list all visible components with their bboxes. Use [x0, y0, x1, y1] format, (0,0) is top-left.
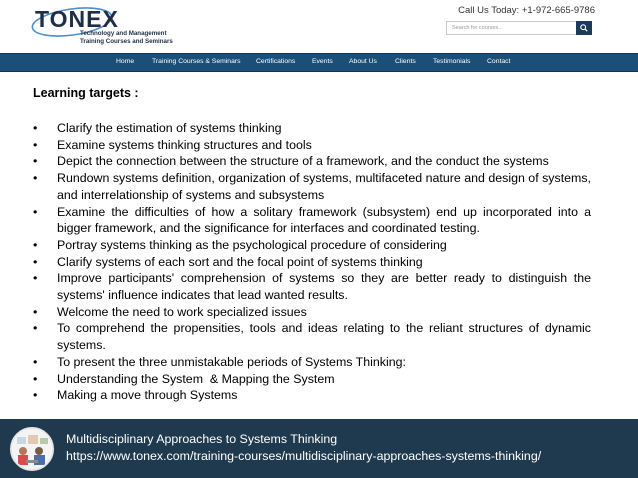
list-item: • Portray systems thinking as the psychological procedure of considering — [33, 237, 447, 252]
bullet-icon: • — [33, 354, 38, 369]
list-item: • Clarify systems of each sort and the focal point of systems thinking — [33, 254, 423, 269]
bullet-icon: • — [33, 237, 38, 252]
bullet-icon: • — [33, 371, 38, 386]
bullet-icon: • — [33, 121, 38, 135]
bullet-icon: • — [33, 137, 38, 152]
nav-item-home[interactable]: Home — [116, 58, 135, 65]
bullet-icon: • — [33, 271, 38, 286]
slide-footer — [0, 419, 638, 478]
bullet-icon: • — [33, 388, 38, 403]
bullet-icon: • — [33, 171, 38, 186]
logo-wordmark: TONEX — [35, 6, 119, 32]
list-item: • Examine systems thinking structures and tools — [33, 137, 312, 152]
tonex-logo[interactable] — [30, 4, 180, 48]
learning-targets-list — [33, 120, 591, 404]
nav-item-testimonials[interactable]: Testimonials — [433, 58, 471, 65]
course-thumbnail — [10, 427, 54, 471]
logo-tagline: Technology and Management Training Courses and Seminars — [80, 30, 173, 45]
search-button[interactable] — [576, 21, 592, 35]
list-item: • Improve participants' comprehension of systems so they are better ready to distinguish the systems' influence indicates that lead wanted results. — [33, 271, 591, 303]
main-content — [33, 86, 591, 403]
nav-item-about-us[interactable]: About Us — [349, 58, 377, 65]
main-nav — [0, 53, 638, 72]
nav-item-clients[interactable]: Clients — [395, 58, 416, 65]
list-item: • Clarify the estimation of systems thinking — [33, 121, 282, 135]
nav-item-contact[interactable]: Contact — [487, 58, 511, 65]
list-item: • Examine the difficulties of how a solitary framework (subsystem) end up incorporated into a bigger framework, and the significance for interfaces and coordinated testing. — [33, 204, 591, 236]
bullet-icon: • — [33, 204, 38, 219]
list-item: • Welcome the need to work specialized issues — [33, 304, 307, 319]
list-item: • Depict the connection between the structure of a framework, and the conduct the systems — [33, 154, 549, 169]
bullet-icon: • — [33, 254, 38, 269]
list-item: • To present the three unmistakable periods of Systems Thinking: — [33, 354, 406, 369]
bullet-icon: • — [33, 304, 38, 319]
search-input[interactable]: Search for courses... — [446, 21, 577, 35]
classroom-photo-icon — [12, 429, 52, 469]
list-item: • To comprehend the propensities, tools and ideas relating to the reliant structures of dynamic systems. — [33, 321, 591, 353]
course-url-link[interactable]: https://www.tonex.com/training-courses/multidisciplinary-approaches-systems-thinking/ — [66, 449, 542, 463]
list-item: • Rundown systems definition, organization of systems, multifaceted nature and design of systems, and interrelationship of systems and subsystems — [33, 171, 591, 202]
phone-number: Call Us Today: +1-972-665-9786 — [458, 5, 595, 16]
nav-item-events[interactable]: Events — [312, 58, 333, 65]
list-item: • Understanding the System & Mapping the System — [33, 371, 335, 386]
bullet-icon: • — [33, 321, 38, 336]
search-icon — [580, 24, 588, 32]
site-header — [0, 0, 638, 52]
list-item: • Making a move through Systems — [33, 388, 238, 403]
page-title: Learning targets : — [33, 86, 139, 100]
bullet-icon: • — [33, 154, 38, 169]
course-title: Multidisciplinary Approaches to Systems Thinking — [66, 432, 338, 446]
search-box — [446, 21, 592, 35]
nav-item-certifications[interactable]: Certifications — [256, 58, 296, 65]
nav-item-training-courses[interactable]: Training Courses & Seminars — [152, 58, 241, 65]
